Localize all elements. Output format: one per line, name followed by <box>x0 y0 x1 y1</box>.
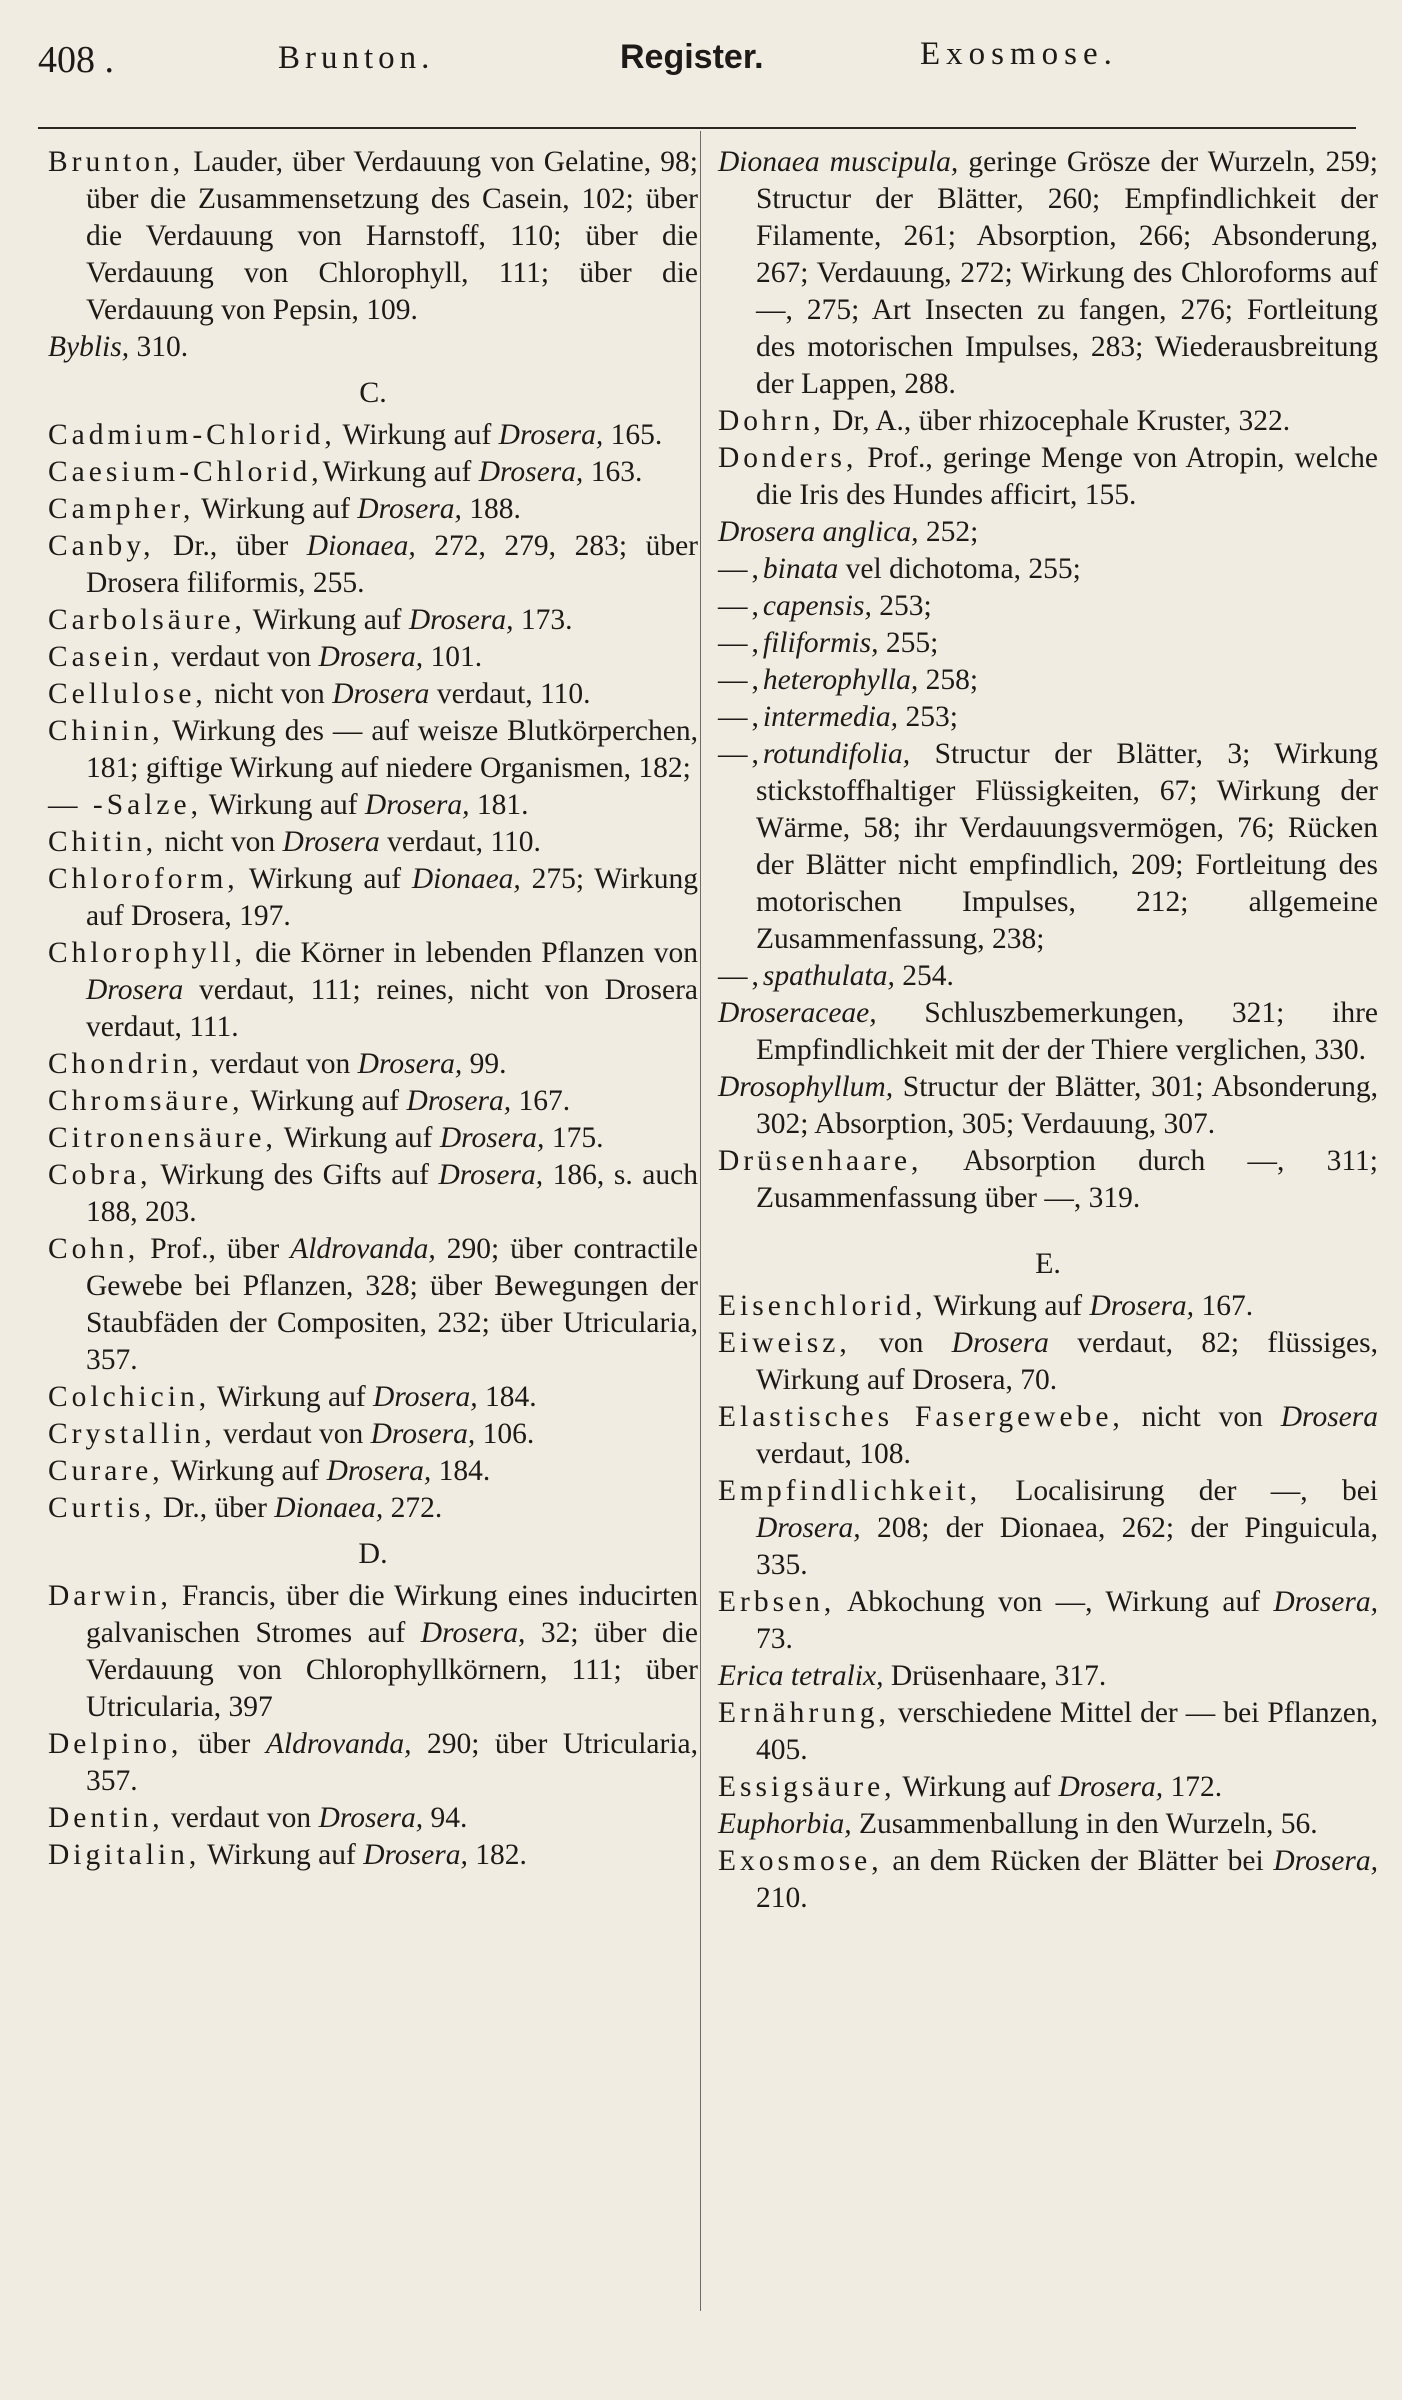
index-entry: Citronensäure, Wirkung auf Drosera, 175. <box>48 1122 604 1154</box>
c-entries <box>48 417 698 1527</box>
running-header <box>0 0 1402 120</box>
index-entry: Erica tetralix, Drüsenhaare, 317. <box>718 1660 1107 1692</box>
index-entry: —,intermedia, 253; <box>718 701 958 733</box>
index-entry: Euphorbia, Zusammenballung in den Wurzeln, 56. <box>718 1808 1318 1840</box>
index-entry: Crystallin, verdaut von Drosera, 106. <box>48 1418 535 1450</box>
index-entry: Canby, Dr., über Dionaea, 272, 279, 283; über Drosera filiformis, 255. <box>48 530 698 599</box>
index-entry: Dionaea muscipula, geringe Grösze der Wurzeln, 259; Structur der Blätter, 260; Empfindlichkeit der Filamente, 261; Absorption, 266; Absonderung, 267; Verdauung, 272; Wirkung des Chloroforms auf —, 275; Art Insecten zu fangen, 276; Fortleitung des motorischen Impulses, 283; Wiederausbreitung der Lappen, 288. <box>718 146 1378 400</box>
index-entry: Chinin, Wirkung des — auf weisze Blutkörperchen, 181; giftige Wirkung auf niedere Organismen, 182; <box>48 715 698 784</box>
index-entry: —,filiformis, 255; <box>718 627 939 659</box>
index-entry: Delpino, über Aldrovanda, 290; über Utricularia, 357. <box>48 1728 698 1797</box>
index-entry: Chlorophyll, die Körner in lebenden Pflanzen von Drosera verdaut, 111; reines, nicht von Drosera verdaut, 111. <box>48 937 698 1043</box>
right-column <box>718 144 1378 1917</box>
index-entry: Exosmose, an dem Rücken der Blätter bei Drosera, 210. <box>718 1845 1378 1914</box>
index-entry: Brunton, Lauder, über Verdauung von Gelatine, 98; über die Zusammensetzung des Casein, 102; über die Verdauung von Harnstoff, 110; über die Verdauung von Chlorophyll, 111; über die Verdauung von Pepsin, 109. <box>48 146 698 326</box>
index-entry: Chloroform, Wirkung auf Dionaea, 275; Wirkung auf Drosera, 197. <box>48 863 698 932</box>
index-entry: — -Salze, Wirkung auf Drosera, 181. <box>48 789 529 821</box>
index-entry: Byblis, 310. <box>48 331 189 363</box>
d-entries-right <box>718 144 1378 1217</box>
d-entries-left <box>48 1578 698 1874</box>
index-entry: Droseraceae, Schluszbemerkungen, 321; ihre Empfindlichkeit mit der der Thiere verglichen, 330. <box>718 997 1378 1066</box>
index-entry: Elastisches Fasergewebe, nicht von Drosera verdaut, 108. <box>718 1401 1378 1470</box>
index-entry: Carbolsäure, Wirkung auf Drosera, 173. <box>48 604 573 636</box>
page-number: 408 . <box>38 39 114 81</box>
section-heading-d: D. <box>358 1537 388 1570</box>
index-entry: Dentin, verdaut von Drosera, 94. <box>48 1802 468 1834</box>
index-entry: Essigsäure, Wirkung auf Drosera, 172. <box>718 1771 1223 1803</box>
index-entry: Casein, verdaut von Drosera, 101. <box>48 641 483 673</box>
index-entry: Digitalin, Wirkung auf Drosera, 182. <box>48 1839 527 1871</box>
index-entry: Chondrin, verdaut von Drosera, 99. <box>48 1048 507 1080</box>
e-entries <box>718 1288 1378 1917</box>
index-entry: Chitin, nicht von Drosera verdaut, 110. <box>48 826 541 858</box>
section-heading-c: C. <box>359 376 387 409</box>
index-entry: Empfindlichkeit, Localisirung der —, bei Drosera, 208; der Dionaea, 262; der Pinguicula, 335. <box>718 1475 1378 1581</box>
index-entry: Drosera anglica, 252; <box>718 516 979 548</box>
index-entry: Erbsen, Abkochung von —, Wirkung auf Drosera, 73. <box>718 1586 1378 1655</box>
section-heading-e: E. <box>1035 1247 1061 1280</box>
index-entry: Campher, Wirkung auf Drosera, 188. <box>48 493 521 525</box>
index-entry: Drosophyllum, Structur der Blätter, 301; Absonderung, 302; Absorption, 305; Verdauung, 307. <box>718 1071 1378 1140</box>
index-entry: Dohrn, Dr, A., über rhizocephale Kruster, 322. <box>718 405 1291 437</box>
index-entry: Drüsenhaare, Absorption durch —, 311; Zusammenfassung über —, 319. <box>718 1145 1378 1214</box>
index-entry: Cellulose, nicht von Drosera verdaut, 110. <box>48 678 591 710</box>
index-entry: Eiweisz, von Drosera verdaut, 82; flüssiges, Wirkung auf Drosera, 70. <box>718 1327 1379 1396</box>
index-entry: Darwin, Francis, über die Wirkung eines inducirten galvanischen Stromes auf Drosera, 32; über die Verdauung von Chlorophyllkörnern, 111; über Utricularia, 397 <box>48 1580 698 1723</box>
index-entry: Chromsäure, Wirkung auf Drosera, 167. <box>48 1085 571 1117</box>
index-entry: —,spathulata, 254. <box>718 960 954 992</box>
index-entry: Caesium-Chlorid,Wirkung auf Drosera, 163. <box>48 456 643 488</box>
index-entry: Eisenchlorid, Wirkung auf Drosera, 167. <box>718 1290 1254 1322</box>
index-entry: Colchicin, Wirkung auf Drosera, 184. <box>48 1381 537 1413</box>
index-entry: Cobra, Wirkung des Gifts auf Drosera, 186, s. auch 188, 203. <box>48 1159 698 1228</box>
index-entry: Curare, Wirkung auf Drosera, 184. <box>48 1455 491 1487</box>
column-separator <box>700 131 701 2311</box>
index-entry: —,heterophylla, 258; <box>718 664 979 696</box>
section-title: Register. <box>620 38 764 76</box>
index-entry: Ernährung, verschiedene Mittel der — bei Pflanzen, 405. <box>718 1697 1378 1766</box>
running-right: Exosmose. <box>920 36 1118 72</box>
index-entry: —,rotundifolia, Structur der Blätter, 3; Wirkung stickstoffhaltiger Flüssigkeiten, 67; Wirkung der Wärme, 58; ihr Verdauungsvermögen, 76; Rücken der Blätter nicht empfindlich, 209; Fortleitung des motorischen Impulses, 212; allgemeine Zusammenfassung, 238; <box>718 738 1378 955</box>
index-entry: Donders, Prof., geringe Menge von Atropin, welche die Iris des Hundes afficirt, 155. <box>718 442 1378 511</box>
running-author: Brunton. <box>278 40 435 76</box>
left-column <box>48 144 698 1874</box>
index-entry: —,capensis, 253; <box>718 590 932 622</box>
index-entry: Curtis, Dr., über Dionaea, 272. <box>48 1492 443 1524</box>
index-entry: Cohn, Prof., über Aldrovanda, 290; über contractile Gewebe bei Pflanzen, 328; über Bewegungen der Staubfäden der Compositen, 232; über Utricularia, 357. <box>48 1233 698 1376</box>
index-entry: —,binata vel dichotoma, 255; <box>718 553 1081 585</box>
index-entry: Cadmium-Chlorid, Wirkung auf Drosera, 165. <box>48 419 663 451</box>
header-rule <box>38 127 1356 129</box>
